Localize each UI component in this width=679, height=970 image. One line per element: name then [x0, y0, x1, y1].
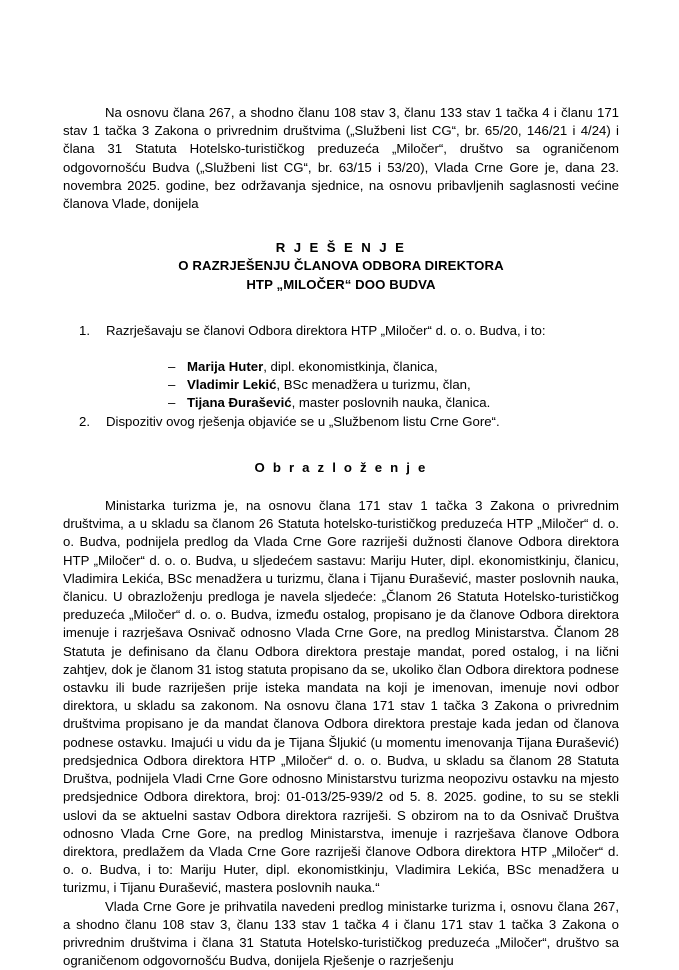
document-title: [63, 239, 619, 294]
list-item-1-text: Razrješavaju se članovi Odbora direktora HTP „Miločer“ d. o. o. Budva, i to:: [106, 322, 546, 338]
member-details: , master poslovnih nauka, članica.: [291, 395, 491, 411]
explanation-body: [63, 497, 619, 970]
dash-bullet-icon: –: [168, 395, 176, 411]
explanation-heading: O b r a z l o ž e n j e: [254, 459, 428, 475]
member-item: [106, 358, 619, 376]
dash-bullet-icon: –: [168, 377, 176, 393]
list-item-1-number: 1.: [79, 322, 90, 338]
member-details: , dipl. ekonomistkinja, članica,: [263, 359, 438, 375]
member-item: [106, 394, 619, 412]
list-item-2: [63, 413, 619, 431]
members-list: [106, 358, 619, 413]
member-name: Vladimir Lekić: [187, 377, 277, 393]
list-item-2-number: 2.: [79, 413, 90, 429]
title-line-entity: HTP „MILOČER“ DOO BUDVA: [246, 276, 436, 292]
member-name: Marija Huter: [187, 359, 264, 375]
member-item: [106, 376, 619, 394]
member-details: , BSc menadžera u turizmu, član,: [276, 377, 471, 393]
title-line-rjesenje: R J E Š E N J E: [275, 240, 407, 256]
list-item-2-text: Dispozitiv ovog rješenja objaviće se u „Službenom listu Crne Gore“.: [106, 413, 500, 429]
numbered-list: [63, 322, 619, 431]
intro-paragraph: Na osnovu člana 267, a shodno članu 108 stav 3, članu 133 stav 1 tačka 4 i članu 171 stav 1 tačka 3 Zakona o privrednim društvima („Službeni list CG“, br. 65/20, 146/21 i 4/24) i člana 31 Statuta Hotelsko-turističkog preduzeća „Miločer“, društvo sa ograničenom odgovornošću Budva („Službeni list CG“, br. 63/15 i 53/20), Vlada Crne Gore je, dana 23. novembra 2025. godine, bez održavanja sjednice, na osnovu pribavljenih saglasnosti većine članova Vlade, donijela: [63, 105, 619, 212]
explanation-paragraph-2: Vlada Crne Gore je prihvatila navedeni predlog ministarke turizma i, osnovu člana 267, a shodno članu 108 stav 3, članu 133 stav 1 tačka 4 i članu 171 stav 1 tačka 3 Zakona o privrednim društvima i člana 31 Statuta Hotelsko-turističkog preduzeća „Miločer“, društvo sa ograničenom odgovornošću Budva, donijela Rješenje o razrješenju: [63, 898, 619, 969]
explanation-paragraph-1: Ministarka turizma je, na osnovu člana 171 stav 1 tačka 3 Zakona o privrednim društvima, a u skladu sa članom 26 Statuta hotelsko-turističkog preduzeća HTP „Miločer“ d. o. o. Budva, podnijela predlog da Vlada Crne Gore razriješi dužnosti članove Odbora direktora HTP „Miločer“ d. o. o. Budva, u sljedećem sastavu: Mariju Huter, dipl. ekonomistkinju, članicu, Vladimira Lekića, BSc menadžera u turizmu, člana i Tijanu Đurašević, master poslovnih nauka, članicu. U obrazloženju predloga je navela sljedeće: „Članom 26 Statuta Hotelsko-turističkog preduzeća „Miločer“ d. o. o. Budva, između ostalog, propisano je da članove Odbora direktora imenuje i razrješava Osnivač odnosno Vlada Crne Gore, na predlog Ministarstva. Članom 28 Statuta je definisano da članu Odbora direktora prestaje mandat, pored ostalog, i na lični zahtjev, dok je članom 31 istog statuta propisano da se, ukoliko član Odbora direktora podnese ostavku ili bude razriješen prije isteka mandata na koji je imenovan, imenuje novi odbor direktora, u skladu sa zakonom. Na osnovu člana 171 stav 1 tačka 3 Zakona o privrednim društvima propisano je da mandat članova Odbora direktora prestaje kada jedan od članova podnese ostavku. Imajući u vidu da je Tijana Šljukić (u momentu imenovanja Tijana Đurašević) predsjednica Odbora direktora HTP „Miločer“ d. o. o. Budva, u skladu sa članom 28 Statuta Društva, podnijela Vladi Crne Gore odnosno Ministarstvu turizma neopozivu ostavku na mjesto predsjednice Odbora direktora, broj: 01-013/25-939/2 od 5. 8. 2025. godine, to su se stekli uslovi da se aktuelni sastav Odbora direktora razriješi. S obzirom na to da Osnivač Društva odnosno Vlada Crne Gore, na predlog Ministarstva, imenuje i razrješava članove Odbora direktora, predlažem da Vlada Crne Gore razriješi članove Odbora direktora HTP „Miločer“ d. o. o. Budva, i to: Mariju Huter, dipl. ekonomistkinju, Vladimira Lekića, BSc menadžera u turizmu, i Tijanu Đurašević, mastera poslovnih nauka.“: [63, 498, 619, 896]
dash-bullet-icon: –: [168, 359, 176, 375]
document-body: [63, 104, 619, 970]
member-name: Tijana Đurašević: [187, 395, 292, 411]
title-line-subject: O RAZRJEŠENJU ČLANOVA ODBORA DIREKTORA: [178, 258, 504, 274]
list-item-1: [63, 322, 619, 413]
